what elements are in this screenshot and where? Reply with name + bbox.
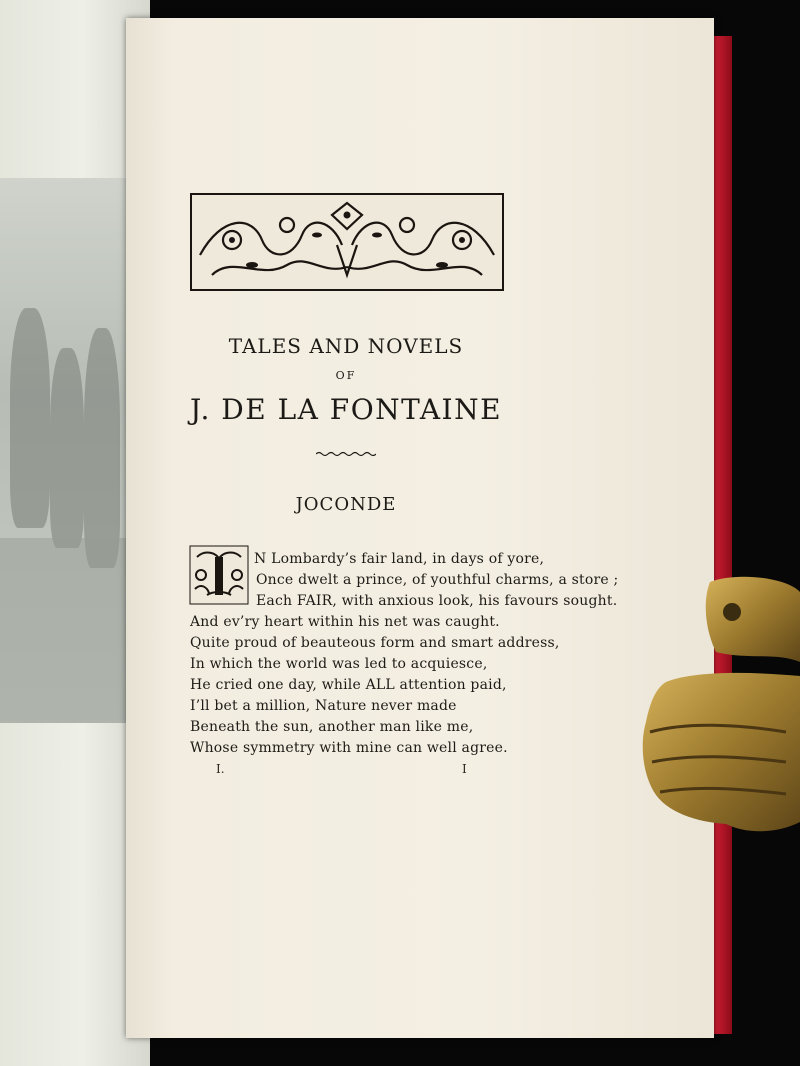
poem-line-4: And ev’ry heart within his net was caught.: [190, 614, 500, 630]
poem-line-5: Quite proud of beauteous form and smart address,: [190, 635, 560, 651]
poem-line-3: Each FAIR, with anxious look, his favours sought.: [256, 593, 618, 609]
poem-line-1: N Lombardy’s fair land, in days of yore,: [254, 551, 545, 567]
wavy-rule-icon: [316, 450, 376, 458]
right-page: [126, 18, 714, 1038]
poem-line-8: I’ll bet a million, Nature never made: [190, 698, 457, 714]
poem-line-7: He cried one day, while ALL attention paid,: [190, 677, 507, 693]
poem-line-10: Whose symmetry with mine can well agree.: [190, 740, 508, 756]
signature-mark: I.: [216, 762, 225, 776]
book-title: TALES AND NOVELS: [228, 334, 464, 358]
poem-line-9: Beneath the sun, another man like me,: [190, 719, 474, 735]
tale-title: JOCONDE: [295, 494, 397, 515]
brass-hand-clip-icon: [636, 572, 800, 852]
poem-line-2: Once dwelt a prince, of youthful charms, a store ;: [256, 572, 619, 588]
engraved-plate-image: [0, 178, 126, 723]
poem-line-6: In which the world was led to acquiesce,: [190, 656, 488, 672]
decorated-initial-icon: [189, 545, 249, 605]
of-line: OF: [335, 369, 357, 382]
headpiece-ornament-icon: [190, 193, 504, 291]
author-name: J. DE LA FONTAINE: [189, 393, 503, 426]
page-number: I: [462, 762, 467, 776]
